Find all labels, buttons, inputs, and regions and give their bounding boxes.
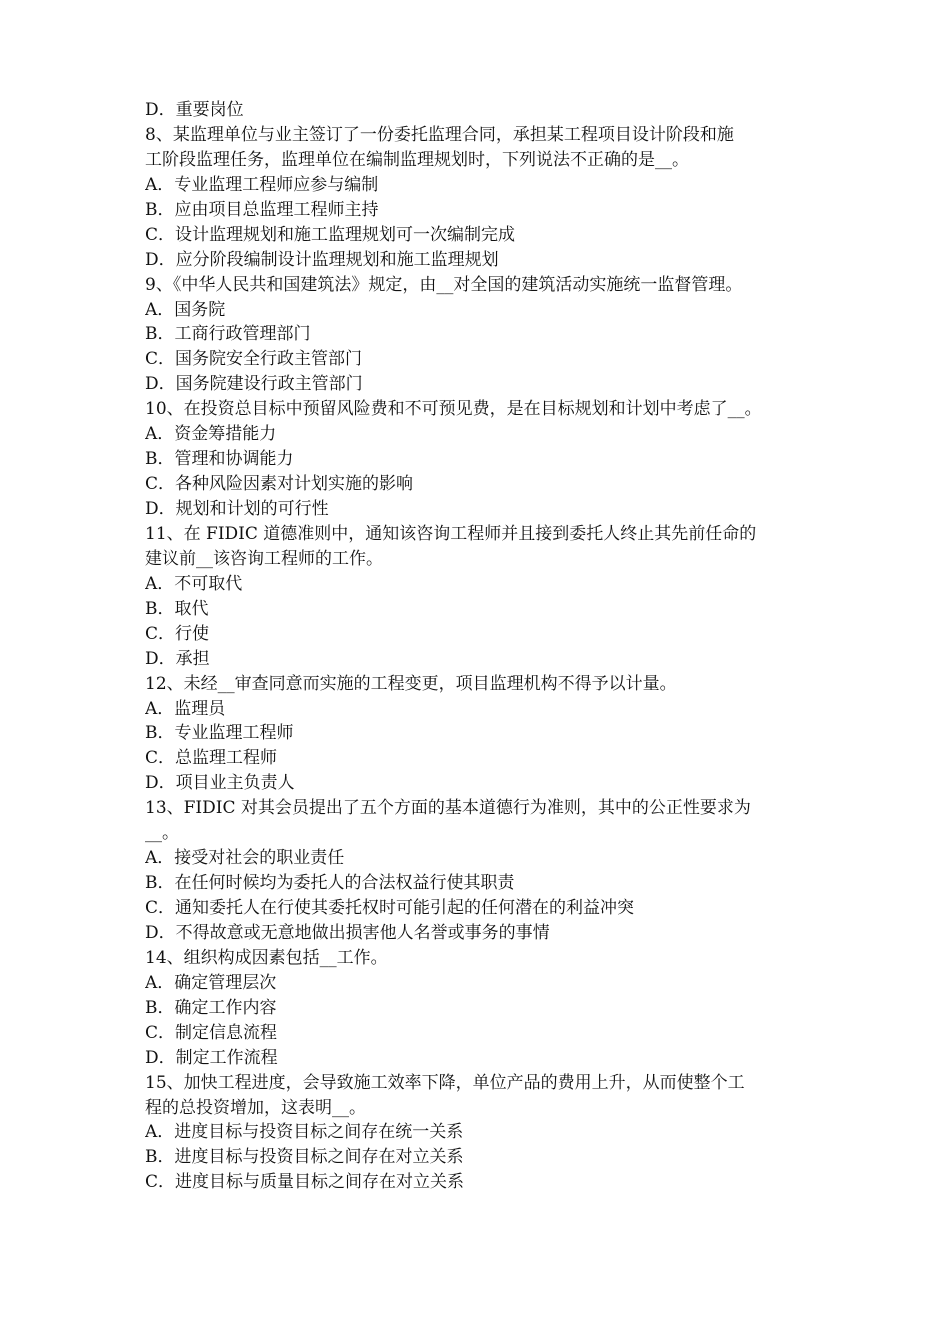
question-15-stem-line-2: 程的总投资增加，这表明__。 bbox=[145, 1097, 366, 1118]
question-10-option-d: D．规划和计划的可行性 bbox=[145, 499, 329, 519]
question-8-option-b: B．应由项目总监理工程师主持 bbox=[145, 199, 379, 220]
question-11-option-d: D．承担 bbox=[145, 648, 210, 669]
question-11-stem-line-2: 建议前__该咨询工程师的工作。 bbox=[145, 548, 383, 569]
question-8-stem-line-1: 8、某监理单位与业主签订了一份委托监理合同，承担某工程项目设计阶段和施 bbox=[145, 124, 734, 145]
question-12-stem: 12、未经__审查同意而实施的工程变更，项目监理机构不得予以计量。 bbox=[145, 673, 677, 694]
question-12-option-a: A．监理员 bbox=[145, 698, 226, 719]
document-page bbox=[145, 98, 817, 1195]
question-14-stem: 14、组织构成因素包括__工作。 bbox=[145, 947, 388, 968]
question-12-option-c: C．总监理工程师 bbox=[145, 748, 278, 769]
question-15-option-a: A．进度目标与投资目标之间存在统一关系 bbox=[145, 1122, 464, 1143]
question-9-option-a: A．国务院 bbox=[145, 299, 226, 320]
question-13-option-d: D．不得故意或无意地做出损害他人名誉或事务的事情 bbox=[145, 922, 550, 943]
question-9-option-c: C．国务院安全行政主管部门 bbox=[145, 349, 363, 370]
question-8-option-a: A．专业监理工程师应参与编制 bbox=[145, 174, 379, 195]
question-14-option-c: C．制定信息流程 bbox=[145, 1022, 278, 1043]
question-15-stem-line-1: 15、加快工程进度，会导致施工效率下降，单位产品的费用上升，从而使整个工 bbox=[145, 1072, 745, 1093]
option-line: D．重要岗位 bbox=[145, 100, 244, 120]
question-13-option-b: B．在任何时候均为委托人的合法权益行使其职责 bbox=[145, 873, 515, 894]
question-13-stem-line-2: __。 bbox=[145, 823, 179, 844]
question-15-option-b: B．进度目标与投资目标之间存在对立关系 bbox=[145, 1147, 464, 1168]
question-9-option-d: D．国务院建设行政主管部门 bbox=[145, 374, 363, 395]
question-14-option-b: B．确定工作内容 bbox=[145, 997, 277, 1018]
question-8-option-d: D．应分阶段编制设计监理规划和施工监理规划 bbox=[145, 249, 499, 270]
question-14-option-a: A．确定管理层次 bbox=[145, 972, 277, 993]
question-8-option-c: C．设计监理规划和施工监理规划可一次编制完成 bbox=[145, 224, 516, 245]
question-9-stem: 9、《中华人民共和国建筑法》规定，由__对全国的建筑活动实施统一监督管理。 bbox=[145, 274, 743, 295]
question-12-option-b: B．专业监理工程师 bbox=[145, 723, 294, 744]
question-15-option-c: C．进度目标与质量目标之间存在对立关系 bbox=[145, 1172, 465, 1193]
question-12-option-d: D．项目业主负责人 bbox=[145, 773, 295, 794]
question-11-option-c: C．行使 bbox=[145, 623, 210, 644]
question-10-stem: 10、在投资总目标中预留风险费和不可预见费，是在目标规划和计划中考虑了__。 bbox=[145, 399, 762, 420]
question-13-option-a: A．接受对社会的职业责任 bbox=[145, 848, 345, 869]
question-13-option-c: C．通知委托人在行使其委托权时可能引起的任何潜在的利益冲突 bbox=[145, 898, 635, 918]
question-10-option-a: A．资金筹措能力 bbox=[145, 424, 277, 445]
question-14-option-d: D．制定工作流程 bbox=[145, 1047, 278, 1068]
question-10-option-c: C．各种风险因素对计划实施的影响 bbox=[145, 474, 414, 495]
question-11-option-a: A．不可取代 bbox=[145, 573, 243, 594]
question-8-stem-line-2: 工阶段监理任务，监理单位在编制监理规划时，下列说法不正确的是__。 bbox=[145, 149, 689, 170]
question-11-option-b: B．取代 bbox=[145, 598, 209, 619]
question-10-option-b: B．管理和协调能力 bbox=[145, 449, 294, 470]
question-9-option-b: B．工商行政管理部门 bbox=[145, 324, 311, 345]
question-11-stem-line-1: 11、在 FIDIC 道德准则中，通知该咨询工程师并且接到委托人终止其先前任命的 bbox=[145, 523, 757, 544]
question-13-stem-line-1: 13、FIDIC 对其会员提出了五个方面的基本道德行为准则，其中的公正性要求为 bbox=[145, 798, 751, 819]
